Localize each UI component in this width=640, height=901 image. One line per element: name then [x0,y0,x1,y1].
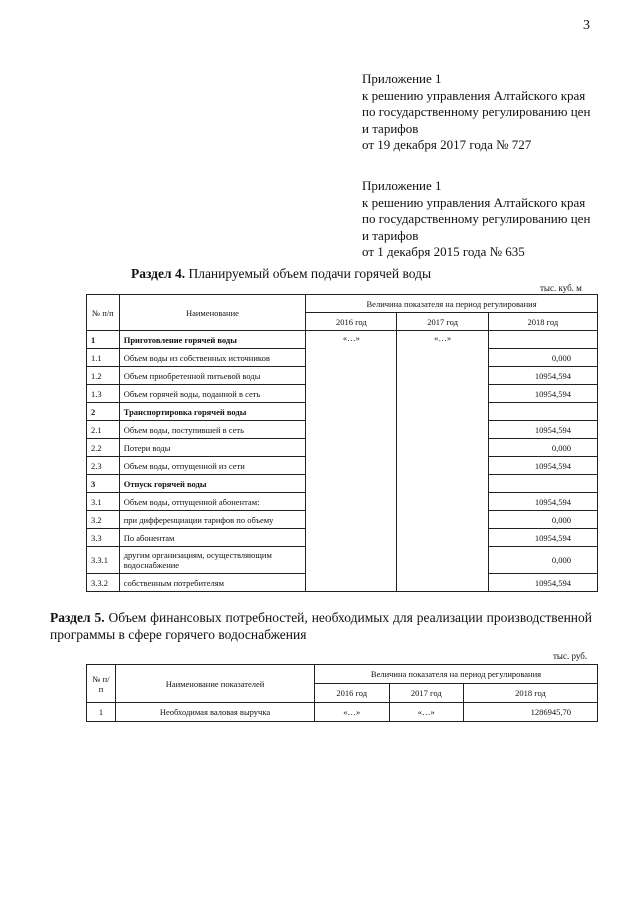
row-num: 1.1 [87,349,120,367]
row-num: 3.3.2 [87,574,120,592]
table-row [87,703,598,722]
appendix-line: и тарифов [362,120,419,136]
value-2017: «…» [389,703,464,722]
value-2018: 0,000 [488,547,597,574]
appendix-line: от 19 декабря 2017 года № 727 [362,137,532,152]
row-num: 2.2 [87,439,120,457]
appendix-line: от 1 декабря 2015 года № 635 [362,244,525,259]
row-num: 3.1 [87,493,120,511]
row-name: Объем воды, отпущенной абонентам: [119,493,305,511]
row-name: По абонентам [119,529,305,547]
header-period-group: Величина показателя на период регулирования [315,665,598,684]
appendix-line: к решению управления Алтайского края [362,194,586,210]
header-name: Наименование показателей [116,665,315,703]
row-name: Объем воды из собственных источников [119,349,305,367]
row-name: Отпуск горячей воды [119,475,305,493]
row-num: 1 [87,703,116,722]
value-2018: 1286945,70 [464,703,598,722]
row-name: Необходимая валовая выручка [116,703,315,722]
header-period-group: Величина показателя на период регулирования [306,295,598,313]
value-2016: «…» [315,703,390,722]
section-5-title-text: Объем финансовых потребностей, необходимых для реализации производственной программы в сфере горячего водоснабжения [50,610,592,642]
section-4-units: тыс. куб. м [540,283,582,293]
header-2018: 2018 год [488,313,597,331]
row-name: Объем воды, поступившей в сеть [119,421,305,439]
row-name: Объем приобретенной питьевой воды [119,367,305,385]
row-num: 1.2 [87,367,120,385]
row-num: 2 [87,403,120,421]
row-num: 3.3.1 [87,547,120,574]
value-2018: 0,000 [488,349,597,367]
header-2016: 2016 год [306,313,397,331]
value-2018: 0,000 [488,511,597,529]
row-name: собственным потребителям [119,574,305,592]
value-2018: 10954,594 [488,529,597,547]
header-num: № п/п [87,295,120,331]
appendix-heading-original [362,178,612,261]
row-name: другим организациям, осуществляющим водоснабжение [119,547,305,574]
row-num: 3 [87,475,120,493]
value-2018: 10954,594 [488,493,597,511]
row-num: 3.2 [87,511,120,529]
row-name: Приготовление горячей воды [119,331,305,349]
row-name: Транспортировка горячей воды [119,403,305,421]
table-row [87,331,598,349]
header-2017: 2017 год [389,684,464,703]
appendix-line: к решению управления Алтайского края [362,87,586,103]
appendix-heading-current [362,71,612,154]
hot-water-volume-table [86,294,598,592]
header-2018: 2018 год [464,684,598,703]
section-5-units: тыс. руб. [553,651,588,661]
row-num: 2.3 [87,457,120,475]
header-2016: 2016 год [315,684,390,703]
value-2017-omitted: «…» [397,331,488,592]
row-name: при дифференциации тарифов по объему [119,511,305,529]
value-2016-omitted: «…» [306,331,397,592]
section-5-title [50,609,592,643]
row-name: Потери воды [119,439,305,457]
value-2018 [488,403,597,421]
header-2017: 2017 год [397,313,488,331]
appendix-line: и тарифов [362,227,419,243]
appendix-line: Приложение 1 [362,178,442,193]
row-name: Объем воды, отпущенной из сети [119,457,305,475]
row-num: 1 [87,331,120,349]
value-2018: 10954,594 [488,574,597,592]
header-name: Наименование [119,295,305,331]
value-2018 [488,475,597,493]
table-body [87,331,598,592]
row-num: 2.1 [87,421,120,439]
value-2018: 0,000 [488,439,597,457]
financial-needs-table [86,664,598,722]
appendix-line: по государственному регулированию цен [362,104,591,119]
row-name: Объем горячей воды, поданной в сеть [119,385,305,403]
value-2018: 10954,594 [488,421,597,439]
row-num: 1.3 [87,385,120,403]
value-2018 [488,331,597,349]
row-num: 3.3 [87,529,120,547]
value-2018: 10954,594 [488,367,597,385]
section-4-label: Раздел 4. [131,266,186,281]
appendix-line: Приложение 1 [362,71,442,86]
appendix-line: по государственному регулированию цен [362,211,591,226]
section-4-title [131,266,431,282]
section-5-label: Раздел 5. [50,610,105,625]
section-4-title-text: Планируемый объем подачи горячей воды [185,266,432,281]
header-num: № п/п [87,665,116,703]
value-2018: 10954,594 [488,385,597,403]
value-2018: 10954,594 [488,457,597,475]
page-number: 3 [583,18,590,33]
